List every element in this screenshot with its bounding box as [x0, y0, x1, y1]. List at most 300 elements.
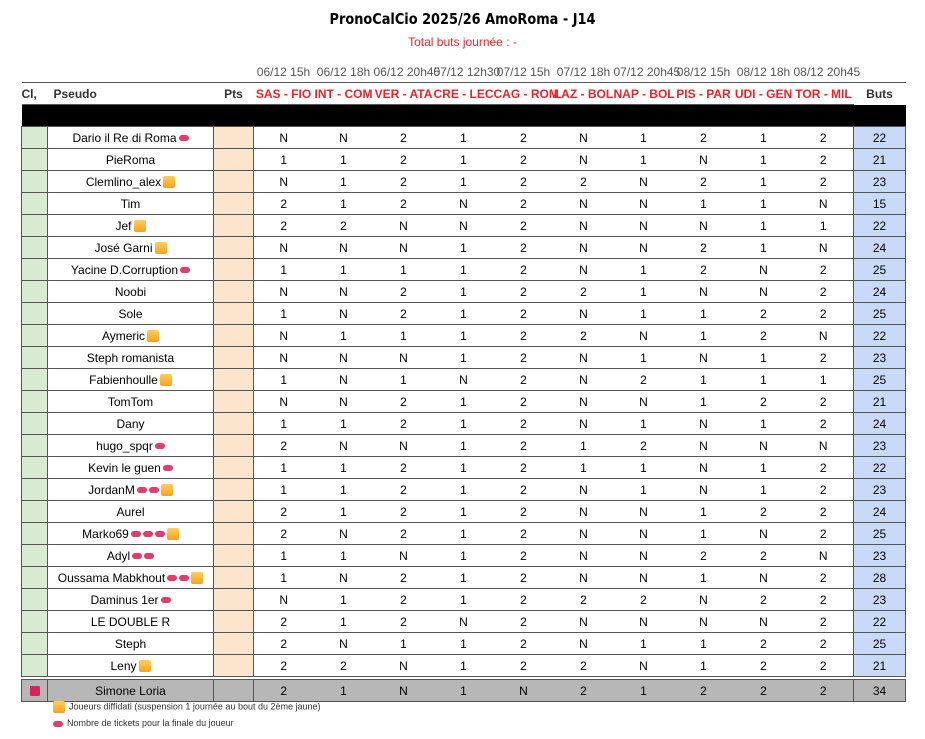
pick-cell: 2 — [494, 479, 554, 501]
goals-cell: 21 — [854, 655, 906, 677]
rank-cell — [22, 193, 48, 215]
pick-cell: 1 — [734, 171, 794, 193]
table-row — [22, 347, 906, 369]
player-name: Simone Loria — [95, 683, 166, 698]
table-row — [22, 215, 906, 237]
pick-cell: N — [674, 479, 734, 501]
pick-cell: 2 — [494, 237, 554, 259]
match-date: 07/12 12h30 — [434, 61, 494, 83]
pick-cell: 2 — [374, 589, 434, 611]
standings-table — [21, 61, 906, 702]
pick-cell: 2 — [494, 193, 554, 215]
player-cell — [48, 171, 214, 193]
table-row — [22, 149, 906, 171]
goals-cell: 23 — [854, 171, 906, 193]
pick-cell: 2 — [794, 479, 854, 501]
pick-cell: 2 — [674, 127, 734, 149]
pick-cell: N — [674, 413, 734, 435]
pick-cell: 1 — [374, 633, 434, 655]
legend-suspension — [53, 701, 321, 713]
match-label: UDI - GEN — [734, 83, 794, 105]
match-label: PIS - PAR — [674, 83, 734, 105]
pick-cell: 1 — [374, 259, 434, 281]
header-buts: Buts — [854, 83, 906, 105]
goals-cell: 22 — [854, 457, 906, 479]
pick-cell: 1 — [314, 545, 374, 567]
pick-cell: 2 — [374, 171, 434, 193]
player-cell — [48, 193, 214, 215]
pick-cell: N — [794, 435, 854, 457]
pick-cell: 2 — [674, 545, 734, 567]
goals-cell: 23 — [854, 435, 906, 457]
pick-cell: 2 — [794, 281, 854, 303]
points-cell — [214, 325, 254, 347]
player-name: Sole — [118, 306, 143, 321]
pick-cell: N — [554, 545, 614, 567]
pick-cell: 2 — [734, 501, 794, 523]
pick-cell: 2 — [794, 567, 854, 589]
header-spacer — [854, 61, 906, 83]
pick-cell: 1 — [434, 435, 494, 457]
pick-cell: 2 — [254, 215, 314, 237]
pick-cell: N — [674, 435, 734, 457]
pick-cell: 1 — [434, 523, 494, 545]
goals-cell: 23 — [854, 545, 906, 567]
pick-cell: 2 — [794, 171, 854, 193]
pick-cell: 1 — [674, 193, 734, 215]
pick-cell: 1 — [314, 457, 374, 479]
pick-cell: N — [314, 281, 374, 303]
pick-cell: N — [554, 413, 614, 435]
pick-cell: 2 — [554, 171, 614, 193]
pick-cell: 1 — [434, 479, 494, 501]
pick-cell: 2 — [494, 171, 554, 193]
pick-cell: N — [554, 149, 614, 171]
goals-cell: 24 — [854, 501, 906, 523]
goals-cell: 24 — [854, 281, 906, 303]
player-name: Steph — [114, 636, 147, 651]
header-row — [22, 83, 906, 105]
goals-cell: 22 — [854, 325, 906, 347]
points-cell — [214, 457, 254, 479]
ticket-icon — [179, 575, 189, 581]
rank-cell — [22, 680, 48, 702]
goals-cell: 25 — [854, 523, 906, 545]
ticket-icon — [131, 531, 141, 537]
header-pseudo: Pseudo — [48, 83, 214, 105]
pick-cell: N — [674, 457, 734, 479]
pick-cell: 1 — [734, 457, 794, 479]
pick-cell: 2 — [494, 215, 554, 237]
pick-cell: 1 — [434, 303, 494, 325]
pick-cell: 1 — [434, 259, 494, 281]
pick-cell: 2 — [794, 655, 854, 677]
pick-cell: 1 — [374, 325, 434, 347]
pick-cell: 1 — [254, 259, 314, 281]
total-goals-subtitle: Total buts journée : - — [408, 35, 517, 49]
last-place-row — [22, 680, 906, 702]
pick-cell: N — [674, 589, 734, 611]
pick-cell: 2 — [794, 501, 854, 523]
pick-cell: N — [674, 149, 734, 171]
pick-cell: 1 — [614, 281, 674, 303]
goals-cell: 24 — [854, 413, 906, 435]
goals-cell: 21 — [854, 391, 906, 413]
player-cell — [48, 281, 214, 303]
pick-cell: 1 — [254, 303, 314, 325]
pick-cell: 1 — [254, 149, 314, 171]
points-cell — [214, 193, 254, 215]
match-label: NAP - BOL — [614, 83, 674, 105]
table-row — [22, 237, 906, 259]
pick-cell: N — [554, 567, 614, 589]
pick-cell: N — [674, 215, 734, 237]
pick-cell: 1 — [734, 215, 794, 237]
rank-cell — [22, 215, 48, 237]
pick-cell: 1 — [254, 457, 314, 479]
last-place-icon — [30, 686, 40, 696]
suspension-icon — [134, 220, 146, 232]
pick-cell: 2 — [374, 501, 434, 523]
suspension-icon — [167, 528, 179, 540]
pick-cell: 2 — [794, 127, 854, 149]
player-cell — [48, 457, 214, 479]
pick-cell: 2 — [494, 501, 554, 523]
player-cell — [48, 303, 214, 325]
pick-cell: N — [254, 237, 314, 259]
player-cell — [48, 545, 214, 567]
pick-cell: 1 — [734, 127, 794, 149]
pick-cell: 2 — [494, 369, 554, 391]
rank-cell — [22, 303, 48, 325]
table-row — [22, 413, 906, 435]
pick-cell: 1 — [434, 413, 494, 435]
pick-cell: N — [794, 325, 854, 347]
rank-cell — [22, 391, 48, 413]
table-row — [22, 259, 906, 281]
pick-cell: N — [554, 479, 614, 501]
ticket-icon — [144, 553, 154, 559]
player-name: Dario il Re di Roma — [72, 130, 177, 145]
points-cell — [214, 259, 254, 281]
pick-cell: 2 — [554, 281, 614, 303]
pick-cell: N — [734, 523, 794, 545]
rank-cell — [22, 457, 48, 479]
ticket-icon — [155, 531, 165, 537]
pick-cell: N — [434, 215, 494, 237]
pick-cell: 2 — [374, 281, 434, 303]
pick-cell: N — [794, 545, 854, 567]
table-row — [22, 391, 906, 413]
pick-cell: 2 — [734, 303, 794, 325]
ticket-icon — [163, 465, 173, 471]
points-cell — [214, 303, 254, 325]
player-cell — [48, 413, 214, 435]
rank-cell — [22, 149, 48, 171]
ticket-icon — [161, 597, 171, 603]
pick-cell: N — [794, 193, 854, 215]
pick-cell: 2 — [494, 391, 554, 413]
page-title: PronoCalCio 2025/26 AmoRoma - J14 — [329, 10, 596, 28]
table-row — [22, 655, 906, 677]
table-row — [22, 611, 906, 633]
pick-cell: 1 — [254, 369, 314, 391]
match-date: 07/12 15h — [494, 61, 554, 83]
match-label: LAZ - BOL — [554, 83, 614, 105]
pick-cell: N — [554, 215, 614, 237]
pick-cell: 2 — [494, 523, 554, 545]
pick-cell: N — [374, 545, 434, 567]
pick-cell: 2 — [494, 567, 554, 589]
player-cell — [48, 127, 214, 149]
table-row — [22, 501, 906, 523]
pick-cell: 1 — [254, 545, 314, 567]
pick-cell: 2 — [614, 589, 674, 611]
pick-cell: 1 — [674, 501, 734, 523]
pick-cell: 1 — [614, 149, 674, 171]
pick-cell: 2 — [734, 589, 794, 611]
pick-cell: 2 — [494, 347, 554, 369]
pick-cell: 1 — [674, 391, 734, 413]
pick-cell: N — [314, 391, 374, 413]
table-row — [22, 589, 906, 611]
pick-cell: 2 — [554, 325, 614, 347]
pick-cell: 2 — [374, 127, 434, 149]
match-label: TOR - MIL — [794, 83, 854, 105]
pick-cell: 1 — [314, 589, 374, 611]
pick-cell: N — [254, 281, 314, 303]
pick-cell: 2 — [794, 303, 854, 325]
player-name: LE DOUBLE R — [90, 614, 171, 629]
pick-cell: N — [674, 611, 734, 633]
pick-cell: 1 — [734, 149, 794, 171]
points-cell — [214, 281, 254, 303]
pick-cell: 1 — [614, 457, 674, 479]
pick-cell: 1 — [674, 523, 734, 545]
rank-cell — [22, 347, 48, 369]
pick-cell: 1 — [674, 303, 734, 325]
player-cell — [48, 347, 214, 369]
pick-cell: 1 — [314, 171, 374, 193]
pick-cell: 2 — [494, 545, 554, 567]
pick-cell: N — [314, 237, 374, 259]
ticket-icon — [155, 443, 165, 449]
pick-cell: N — [374, 680, 434, 702]
pick-cell: 2 — [554, 680, 614, 702]
pick-cell: N — [314, 347, 374, 369]
rank-cell — [22, 589, 48, 611]
pick-cell: 2 — [674, 680, 734, 702]
pick-cell: N — [614, 391, 674, 413]
pick-cell: N — [434, 369, 494, 391]
pick-cell: N — [614, 611, 674, 633]
pick-cell: 1 — [314, 479, 374, 501]
points-cell — [214, 171, 254, 193]
pick-cell: 2 — [254, 680, 314, 702]
match-date: 06/12 18h — [314, 61, 374, 83]
points-cell — [214, 149, 254, 171]
pick-cell: 1 — [434, 567, 494, 589]
player-cell — [48, 655, 214, 677]
pick-cell: 1 — [254, 479, 314, 501]
pick-cell: 1 — [734, 237, 794, 259]
player-cell — [48, 567, 214, 589]
points-cell — [214, 545, 254, 567]
pick-cell: 2 — [734, 633, 794, 655]
player-name: TomTom — [107, 394, 154, 409]
pick-cell: 2 — [734, 325, 794, 347]
pick-cell: N — [254, 127, 314, 149]
legend-tickets-text: Nombre de tickets pour la finale du joueur — [67, 718, 234, 728]
pick-cell: 1 — [614, 680, 674, 702]
pick-cell: 2 — [254, 435, 314, 457]
pick-cell: 2 — [614, 435, 674, 457]
pick-cell: N — [554, 259, 614, 281]
header-spacer — [214, 61, 254, 83]
rank-cell — [22, 523, 48, 545]
pick-cell: N — [614, 215, 674, 237]
player-name: Oussama Mabkhout — [57, 570, 166, 585]
player-name: hugo_spqr — [96, 438, 153, 453]
rank-cell — [22, 567, 48, 589]
pick-cell: 2 — [494, 149, 554, 171]
player-name: Fabienhoulle — [89, 372, 158, 387]
legend-suspension-text: Joueurs diffidati (suspension 1 journée au bout du 2ème jaune) — [69, 701, 321, 712]
pick-cell: N — [614, 171, 674, 193]
pick-cell: 2 — [374, 149, 434, 171]
pick-cell: N — [734, 281, 794, 303]
points-cell — [214, 633, 254, 655]
table-row — [22, 281, 906, 303]
pick-cell: 1 — [434, 633, 494, 655]
match-label: SAS - FIO — [254, 83, 314, 105]
pick-cell: 2 — [494, 589, 554, 611]
player-cell — [48, 237, 214, 259]
rank-cell — [22, 611, 48, 633]
pick-cell: 2 — [494, 457, 554, 479]
pick-cell: 2 — [494, 655, 554, 677]
pick-cell: 2 — [734, 680, 794, 702]
points-cell — [214, 523, 254, 545]
player-cell — [48, 259, 214, 281]
pick-cell: N — [254, 171, 314, 193]
player-name: Marko69 — [82, 526, 129, 541]
pick-cell: 1 — [734, 413, 794, 435]
pick-cell: N — [614, 325, 674, 347]
match-label: INT - COM — [314, 83, 374, 105]
player-cell — [48, 435, 214, 457]
match-date: 07/12 18h — [554, 61, 614, 83]
pick-cell: 1 — [614, 413, 674, 435]
rank-cell — [22, 369, 48, 391]
player-cell — [48, 523, 214, 545]
player-cell — [48, 391, 214, 413]
pick-cell: 2 — [554, 589, 614, 611]
suspension-icon — [155, 242, 167, 254]
player-name: Daminus 1er — [90, 592, 159, 607]
player-cell — [48, 589, 214, 611]
pick-cell: 1 — [434, 589, 494, 611]
pick-cell: 1 — [314, 325, 374, 347]
pick-cell: N — [314, 369, 374, 391]
legend-tickets — [53, 718, 234, 728]
pick-cell: 1 — [434, 655, 494, 677]
goals-cell: 23 — [854, 347, 906, 369]
pick-cell: 1 — [554, 457, 614, 479]
pick-cell: N — [554, 347, 614, 369]
rank-cell — [22, 479, 48, 501]
pick-cell: 1 — [614, 479, 674, 501]
header-spacer — [48, 61, 214, 83]
match-date: 08/12 18h — [734, 61, 794, 83]
pick-cell: 2 — [794, 589, 854, 611]
header-dates-row — [22, 61, 906, 83]
pick-cell: N — [734, 567, 794, 589]
table-row — [22, 545, 906, 567]
pick-cell: 2 — [494, 435, 554, 457]
table-row — [22, 567, 906, 589]
pick-cell: N — [254, 391, 314, 413]
pick-cell: 1 — [374, 369, 434, 391]
rank-cell — [22, 655, 48, 677]
pick-cell: 2 — [494, 611, 554, 633]
pick-cell: N — [554, 127, 614, 149]
player-cell — [48, 325, 214, 347]
player-cell — [48, 680, 214, 702]
pick-cell: 2 — [794, 523, 854, 545]
suspension-icon — [191, 572, 203, 584]
match-date: 07/12 20h45 — [614, 61, 674, 83]
pick-cell: 1 — [314, 193, 374, 215]
pick-cell: N — [674, 281, 734, 303]
pick-cell: N — [794, 237, 854, 259]
match-label: CRE - LEC — [434, 83, 494, 105]
pick-cell: 1 — [314, 680, 374, 702]
pick-cell: 2 — [674, 237, 734, 259]
pick-cell: 1 — [554, 435, 614, 457]
pick-cell: 2 — [314, 655, 374, 677]
pick-cell: N — [434, 611, 494, 633]
suspension-icon — [53, 701, 65, 713]
pick-cell: N — [374, 347, 434, 369]
pick-cell: N — [314, 633, 374, 655]
player-cell — [48, 501, 214, 523]
pick-cell: 1 — [314, 149, 374, 171]
pick-cell: N — [434, 193, 494, 215]
table-row — [22, 633, 906, 655]
ticket-icon — [179, 135, 189, 141]
pick-cell: N — [734, 259, 794, 281]
pick-cell: N — [494, 680, 554, 702]
pick-cell: 1 — [614, 127, 674, 149]
pick-cell: N — [374, 655, 434, 677]
pick-cell: 2 — [734, 545, 794, 567]
header-divider — [22, 105, 906, 127]
pick-cell: 2 — [374, 303, 434, 325]
rank-cell — [22, 237, 48, 259]
pick-cell: 1 — [674, 633, 734, 655]
pick-cell: 1 — [794, 369, 854, 391]
table-row — [22, 479, 906, 501]
pick-cell: N — [374, 215, 434, 237]
pick-cell: N — [554, 633, 614, 655]
header-cl: Cl, — [22, 83, 48, 105]
pick-cell: 2 — [254, 523, 314, 545]
player-name: Noobi — [114, 284, 147, 299]
pick-cell: 2 — [374, 391, 434, 413]
ticket-icon — [149, 487, 159, 493]
pick-cell: 1 — [434, 347, 494, 369]
